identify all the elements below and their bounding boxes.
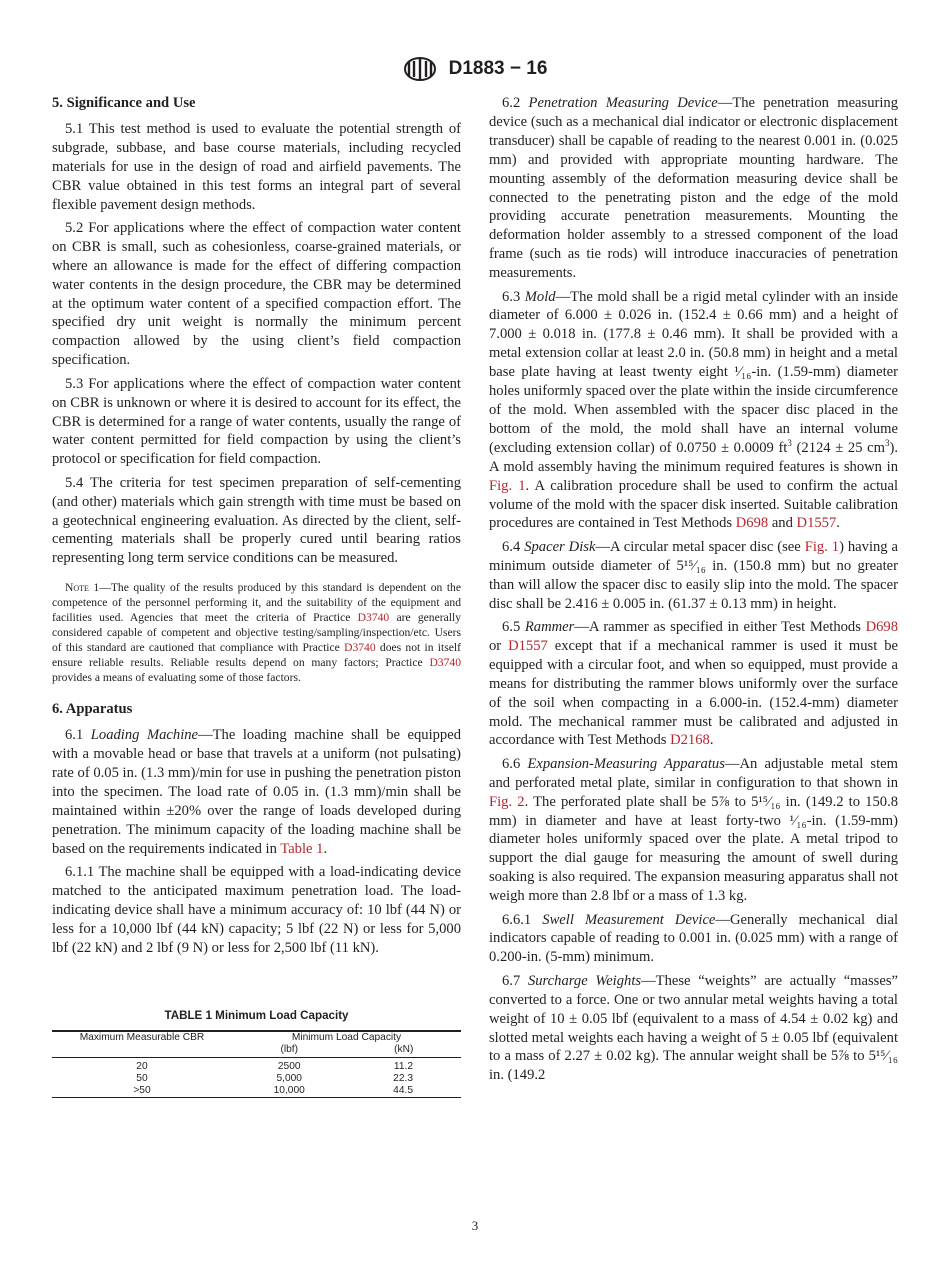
text-run: . The perforated plate shall be 5⅞ to 5¹⁵⁄₁₆ in. (149.2 to 150.8 mm) in diameter and have at least forty-two ¹⁄₁₆-in. (1.59-mm) diameter holes uniformly spaced over the plate. A metal tripod to support the dial gauge for measuring the amount of swell during soaking is also required. The expansion measuring apparatus shall not weigh more than 2.8 lbf or a mass of 1.3 kg. — [489, 793, 899, 905]
text-run: 6. Apparatus — [52, 701, 133, 718]
text-run: 6.1.1 The machine shall be equipped with a load-indicating device matched to the anticipated maximum penetration load. The load-indicating device shall have a minimum accuracy of: 10 lbf (44 N) or less for a 10,000 lbf (44 kN) capacity; 5 lbf (22 N) or less for 5,000 lbf (22 kN) and 2 lbf (9 N) or less for 2,500 lbf (11 kN). — [52, 864, 461, 956]
text-run: 6.2 — [502, 95, 529, 111]
paragraph — [52, 863, 461, 958]
text-run: 5.3 For applications where the effect of compaction water content on CBR is unknown or where it is desired to account for its effect, the CBR is determined for a range of water contents, usually the range of water content permitted for field compaction by using the client’s protocol or specification for field compaction. — [52, 375, 461, 468]
reference-link[interactable]: Fig. 1 — [804, 538, 840, 555]
text-run: 5.1 This test method is used to evaluate the potential strength of subgrade, subbase, and base course materials, including recycled materials for use in the design of road and airfield pavements. The CBR value obtained in this test forms an integral part of several flexible pavement design methods. — [52, 120, 461, 213]
text-run: 5.4 The criteria for test specimen preparation of self-cementing (and other) materials which gain strength with time must be based on a geotechnical engineering evaluation. As directed by the client, self-cementing materials shall be properly cured until bearing ratios representing long term service conditions can be measured. — [52, 474, 461, 567]
reference-link[interactable]: Table 1 — [280, 840, 324, 857]
reference-link[interactable]: Fig. 2 — [489, 793, 525, 810]
text-run: except that if a mechanical rammer is used it must be equipped with a circular foot, and when so equipped, must provide a means for distributing the rammer blows uniformly over the surface of the soil when compacting in a 6.000-in. (152.4-mm) diameter mold. The mechanical rammer must be calibrated and adjusted in accordance with Test Methods — [489, 637, 898, 749]
text-run: ) having a minimum outside diameter of 5¹⁵⁄₁₆ in. (150.8 mm) but no greater than will allow the spacer disc to easily slip into the mold. The spacer disc shall be 2.416 ± 0.005 in. (61.37 ± 0.13 mm) in height. — [489, 538, 899, 612]
paragraph-title: Expansion-Measuring Apparatus — [527, 755, 725, 772]
col-header-cbr: Maximum Measurable CBR — [79, 1032, 205, 1044]
table-cell: 44.5 — [393, 1085, 413, 1097]
text-run: —A circular metal spacer disc (see — [595, 538, 805, 555]
text-run: —The mold shall be a rigid metal cylinder with an inside diameter of 6.000 ± 0.026 in. (152.4 ± 0.66 mm) and a height of 7.000 ± 0.018 in. (177.8 ± 0.46 mm). It shall be provided with a metal extension collar at least 2.0 in. (50.8 mm) in height and a metal base plate having at least twenty eight ¹⁄₁₆-in. (1.59-mm) diameter holes uniformly spaced over the plate within the inside circumference of the mold. When assembled with the spacer disc placed in the bottom of the mold, the mold shall have an internal volume (excluding extension collar) of 0.0750 ± 0.0009 ft — [489, 288, 898, 456]
text-run: —These “weights” are actually “masses” converted to a force. One or two annular metal weights having a total weight of 10 ± 0.05 lbf (equivalent to a mass of 4.54 ± 0.02 kg) and slotted metal weights each having a weight of 5 ± 0.05 lbf (equivalent to a mass of 2.27 ± 0.02 kg). The annular weight shall be 5⅞ to 5¹⁵⁄₁₆ in. (149.2 — [489, 972, 898, 1084]
text-run: and — [768, 515, 797, 532]
paragraph — [489, 972, 898, 1085]
text-run: 6.1 — [65, 727, 91, 744]
table-cell: 10,000 — [273, 1085, 305, 1097]
paragraph-title: Rammer — [524, 618, 575, 635]
text-run: . A calibration procedure shall be used to confirm the actual volume of the mold with the spacer disk inserted. Suitable calibration procedures are contained in Test Methods — [489, 477, 899, 532]
table-cell: >50 — [133, 1085, 151, 1097]
text-run: —The penetration measuring device (such as a mechanical dial indicator or electronic displacement transducer) shall be capable of reading to the nearest 0.001 in. (0.025 mm) and provided with appropriate mounting hardware. The mounting assembly of the deformation measuring device shall be connected to the penetrating piston and the edge of the mold providing accurate penetration measurements. Mounting the deformation holder assembly to a stressed component of the load frame (such as tie rods) will introduce inaccuracies of penetration measurements. — [489, 95, 899, 282]
text-run: —A rammer as specified in either Test Methods — [574, 618, 866, 635]
text-run: 6.7 — [502, 972, 528, 989]
reference-link[interactable]: Fig. 1 — [489, 477, 526, 494]
paragraph — [52, 120, 461, 215]
col-header-group: Minimum Load Capacity — [291, 1032, 402, 1044]
paragraph-title: Spacer Disk — [524, 538, 596, 555]
text-run: . — [709, 732, 714, 749]
table-row — [52, 1058, 461, 1074]
left-column — [52, 94, 461, 1098]
note-label: Note — [65, 581, 89, 595]
section-heading — [52, 700, 461, 719]
paragraph-title: Mold — [524, 288, 556, 305]
paragraph — [489, 94, 898, 283]
text-run: provides a means of evaluating some of those factors. — [52, 671, 301, 685]
table-cell: 11.2 — [393, 1061, 413, 1073]
note — [52, 580, 461, 685]
text-run: or — [489, 637, 509, 654]
text-run: 1—The quality of the results produced by this standard is dependent on the competence of the personnel performing it, and the suitability of the equipment and facilities used. Agencies that meet the criteria of Practice — [52, 581, 461, 625]
text-run: 3 — [787, 437, 792, 448]
astm-logo-icon — [403, 56, 437, 82]
paragraph-title: Swell Measurement Device — [542, 911, 716, 928]
text-run: . — [836, 515, 840, 532]
table-cell: 5,000 — [276, 1073, 302, 1085]
table-1 — [52, 1007, 461, 1099]
text-run: 6.5 — [502, 618, 525, 635]
table-row — [52, 1085, 461, 1098]
table-cell: 50 — [136, 1073, 148, 1085]
reference-link[interactable]: D698 — [735, 515, 769, 532]
paragraph-title: Surcharge Weights — [527, 972, 642, 989]
page-header — [0, 56, 950, 82]
paragraph-title: Penetration Measuring Device — [528, 95, 718, 111]
table-cell: 22.3 — [393, 1073, 413, 1085]
text-run: (2124 ± 25 cm — [791, 439, 885, 456]
text-run: 5. Significance and Use — [52, 95, 196, 111]
table-cell: 2500 — [277, 1061, 301, 1073]
table-cell: 20 — [136, 1061, 148, 1073]
reference-link[interactable]: D698 — [865, 618, 898, 635]
text-run: 6.6 — [502, 755, 528, 772]
text-run: 5.2 For applications where the effect of compaction water content on CBR is small, such as cohesionless, coarse-grained materials, or where an allowance is made for the effect of differing compaction water contents in the design procedure, the CBR may be determined at the optimum water content of a specified compaction effort. The specified dry unit weight is normally the minimum percent compaction allowed by the using client’s field compaction specification. — [52, 219, 461, 369]
paragraph — [489, 755, 898, 906]
text-run: —The loading machine shall be equipped with a movable head or base that travels at a uniform (not pulsating) rate of 0.05 in. (1.3 mm)/min for use in pushing the penetration piston into the specimen. The load rate of 0.05 in. (1.3 mm)/min shall be maintained within ±20% over the range of loads developed during penetration. The minimum capacity of the loading machine shall be based on the requirements indicated in — [52, 727, 462, 857]
paragraph-title: Loading Machine — [90, 727, 199, 744]
paragraph — [489, 911, 898, 968]
table-row — [52, 1073, 461, 1085]
document-id: D1883 − 16 — [448, 58, 548, 79]
reference-link[interactable]: D3740 — [357, 611, 390, 625]
reference-link[interactable]: D3740 — [429, 656, 461, 670]
text-run: —An adjustable metal stem and perforated metal plate, similar in configuration to that shown in — [489, 755, 898, 791]
paragraph — [489, 618, 898, 750]
text-run: . — [323, 840, 328, 857]
text-run: ). A mold assembly having the minimum required features is shown in — [489, 439, 898, 475]
text-run: are generally considered capable of competent and objective testing/sampling/inspection/etc. Users of this standard are cautioned that compliance with Practice — [52, 611, 461, 655]
text-run: —Generally mechanical dial indicators capable of reading to 0.001 in. (0.025 mm) with a range of 0.200-in. (5-mm) minimum. — [489, 911, 899, 966]
reference-link[interactable]: D3740 — [344, 641, 376, 655]
col-header-kn: (kN) — [346, 1044, 461, 1058]
paragraph — [52, 219, 461, 370]
text-run: 3 — [884, 437, 890, 448]
paragraph — [489, 538, 898, 614]
text-run: does not in itself ensure reliable results. Reliable results depend on many factors; Practice — [52, 641, 461, 670]
paragraph — [489, 288, 898, 534]
text-run: 6.6.1 — [502, 911, 543, 928]
reference-link[interactable]: D1557 — [508, 637, 548, 654]
reference-link[interactable]: D2168 — [670, 732, 710, 749]
paragraph — [52, 375, 461, 470]
text-run: 6.4 — [502, 538, 525, 555]
paragraph — [52, 726, 461, 858]
paragraph — [52, 474, 461, 569]
table-title: TABLE 1 Minimum Load Capacity — [164, 1008, 349, 1022]
col-header-lbf: (lbf) — [232, 1044, 347, 1058]
section-heading — [52, 94, 461, 113]
text-run: 6.3 — [502, 288, 525, 305]
page-number: 3 — [471, 1218, 479, 1233]
reference-link[interactable]: D1557 — [796, 515, 837, 532]
right-column — [489, 94, 898, 1090]
